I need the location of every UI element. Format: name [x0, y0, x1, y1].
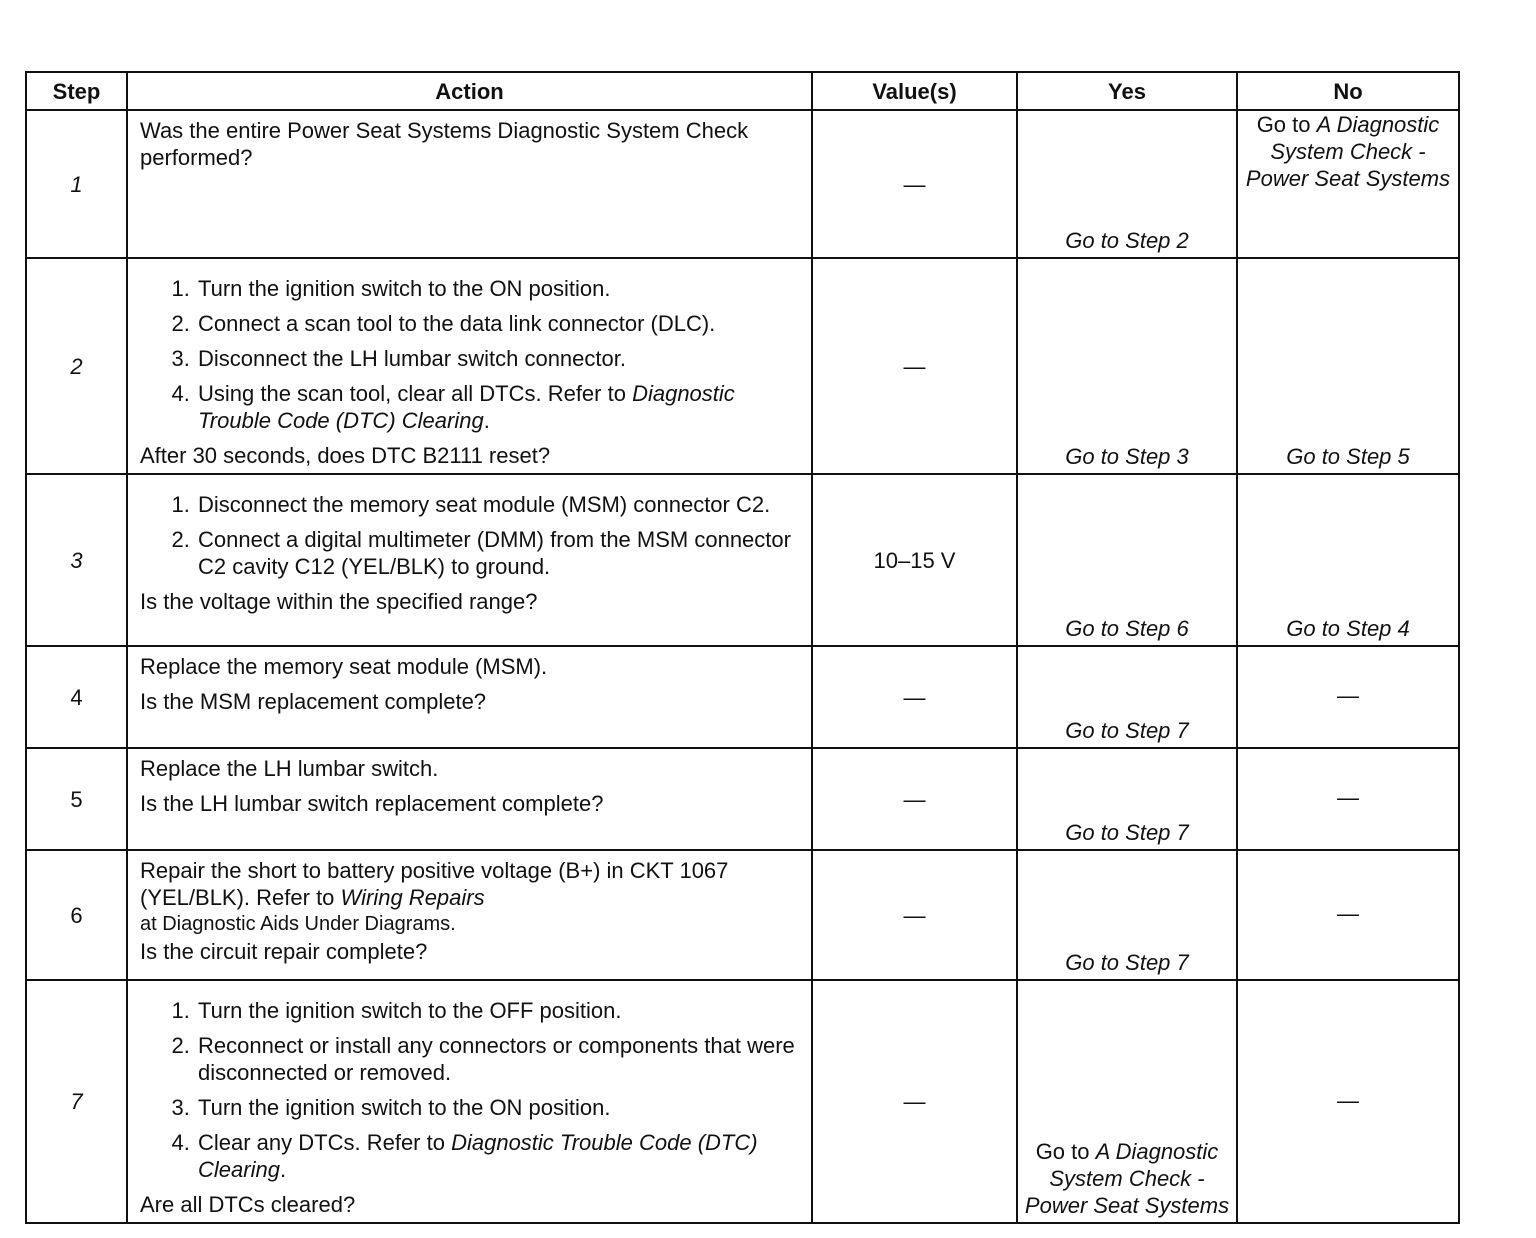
punct: .	[483, 408, 490, 433]
step-number: 4	[26, 646, 127, 748]
action-steps	[140, 491, 799, 580]
yes-prefix: Go to	[1035, 1139, 1096, 1164]
punct: .	[279, 1157, 287, 1182]
yes-cell[interactable]: Go to Step 3	[1017, 258, 1237, 474]
dtc-clearing-link[interactable]: Diagnostic Trouble Code (DTC) Clearing	[198, 1130, 758, 1182]
action-step: 3. Turn the ignition switch to the ON position.	[196, 1094, 799, 1121]
wiring-repairs-link[interactable]: Wiring Repairs	[340, 885, 485, 910]
no-cell[interactable]	[1237, 110, 1459, 258]
action-step: 1. Disconnect the memory seat module (MSM) connector C2.	[196, 491, 799, 518]
value-cell: —	[812, 646, 1017, 748]
no-cell[interactable]: Go to Step 4	[1237, 474, 1459, 646]
step-number: 6	[26, 850, 127, 980]
step-number: 3	[26, 474, 127, 646]
yes-cell[interactable]	[1017, 980, 1237, 1223]
no-link[interactable]: A Diagnostic System Check - Power Seat Systems	[1245, 112, 1451, 191]
header-values: Value(s)	[812, 72, 1017, 110]
action-step	[196, 380, 799, 434]
no-cell: —	[1237, 646, 1459, 748]
header-row	[26, 72, 1459, 110]
no-cell: —	[1237, 980, 1459, 1223]
value-cell: —	[812, 850, 1017, 980]
diagnostic-table	[25, 71, 1460, 1224]
action-text: Replace the LH lumbar switch.	[140, 756, 439, 781]
table-row	[26, 474, 1459, 646]
value-cell: —	[812, 748, 1017, 850]
no-cell: —	[1237, 850, 1459, 980]
action-question: Is the LH lumbar switch replacement complete?	[140, 791, 604, 816]
action-step: 1. Turn the ignition switch to the OFF position.	[196, 997, 799, 1024]
action-step-text: Using the scan tool, clear all DTCs. Refer to	[198, 381, 626, 406]
value-cell: —	[812, 258, 1017, 474]
no-cell: —	[1237, 748, 1459, 850]
step-number: 7	[26, 980, 127, 1223]
yes-cell[interactable]: Go to Step 7	[1017, 850, 1237, 980]
action-text-main: Repair the short to battery positive voltage (B+) in CKT 1067 (YEL/BLK). Refer to	[140, 858, 729, 910]
action-step: 3. Disconnect the LH lumbar switch connector.	[196, 345, 799, 372]
yes-cell[interactable]: Go to Step 7	[1017, 646, 1237, 748]
action-cell	[127, 646, 812, 748]
step-number: 5	[26, 748, 127, 850]
header-yes: Yes	[1017, 72, 1237, 110]
action-question: Is the circuit repair complete?	[140, 939, 428, 964]
action-text: Replace the memory seat module (MSM).	[140, 654, 548, 679]
action-cell	[127, 850, 812, 980]
value-cell: —	[812, 110, 1017, 258]
action-cell	[127, 258, 812, 474]
action-cell	[127, 474, 812, 646]
action-cell	[127, 980, 812, 1223]
table-row	[26, 850, 1459, 980]
action-question: Are all DTCs cleared?	[140, 1192, 356, 1217]
header-step: Step	[26, 72, 127, 110]
action-question: Was the entire Power Seat Systems Diagnostic System Check performed?	[140, 118, 749, 170]
yes-link[interactable]: A Diagnostic System Check - Power Seat Systems	[1024, 1139, 1230, 1218]
header-no: No	[1237, 72, 1459, 110]
step-number: 1	[26, 110, 127, 258]
action-text	[140, 857, 799, 911]
action-question: Is the MSM replacement complete?	[140, 689, 487, 714]
action-steps	[140, 997, 799, 1183]
step-number: 2	[26, 258, 127, 474]
action-step: 2. Reconnect or install any connectors or components that were disconnected or removed.	[196, 1032, 799, 1086]
action-cell	[127, 110, 812, 258]
table-row	[26, 646, 1459, 748]
yes-cell[interactable]: Go to Step 2	[1017, 110, 1237, 258]
no-cell[interactable]: Go to Step 5	[1237, 258, 1459, 474]
action-question: Is the voltage within the specified range?	[140, 589, 538, 614]
action-steps	[140, 275, 799, 434]
action-step	[196, 1129, 799, 1183]
header-action: Action	[127, 72, 812, 110]
action-question: After 30 seconds, does DTC B2111 reset?	[140, 443, 551, 468]
table-row	[26, 110, 1459, 258]
action-step: 2. Connect a scan tool to the data link connector (DLC).	[196, 310, 799, 337]
action-text-line2: at Diagnostic Aids Under Diagrams.	[140, 913, 456, 935]
no-prefix: Go to	[1256, 112, 1317, 137]
yes-cell[interactable]: Go to Step 7	[1017, 748, 1237, 850]
action-step: 2. Connect a digital multimeter (DMM) from the MSM connector C2 cavity C12 (YEL/BLK) to ground.	[196, 526, 799, 580]
value-cell: 10–15 V	[812, 474, 1017, 646]
action-step-text: Clear any DTCs. Refer to	[198, 1130, 445, 1155]
dtc-clearing-link[interactable]: Diagnostic Trouble Code (DTC) Clearing	[198, 381, 735, 433]
table-row	[26, 258, 1459, 474]
yes-cell[interactable]: Go to Step 6	[1017, 474, 1237, 646]
table-row	[26, 980, 1459, 1223]
value-cell: —	[812, 980, 1017, 1223]
table-row	[26, 748, 1459, 850]
action-cell	[127, 748, 812, 850]
action-step: 1. Turn the ignition switch to the ON position.	[196, 275, 799, 302]
